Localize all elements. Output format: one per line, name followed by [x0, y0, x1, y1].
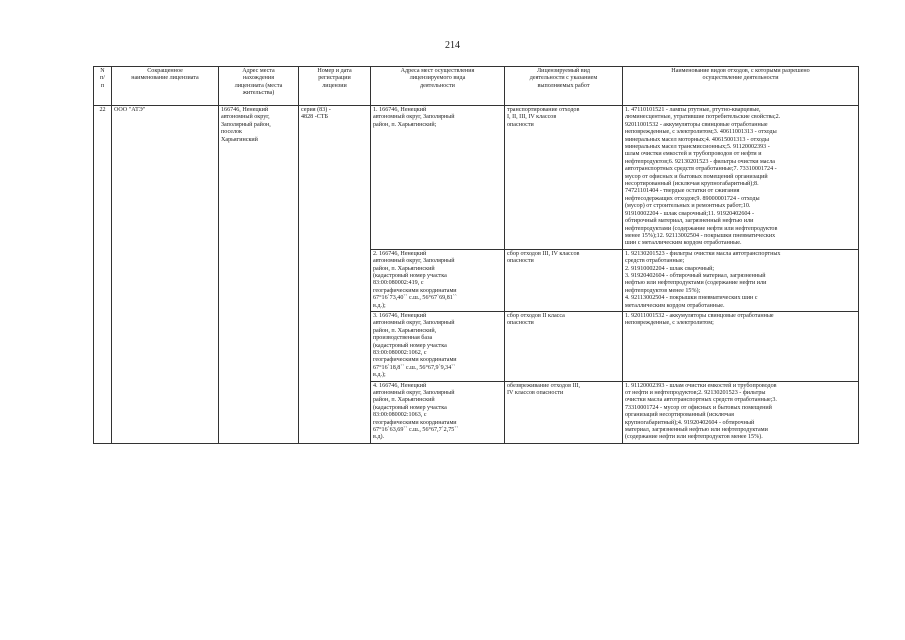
site-address: 1. 166746, Ненецкий автономный округ, Заполярный район, п. Харьягинский;	[371, 106, 505, 250]
licensee-number: 22	[94, 106, 112, 444]
page-number: 214	[445, 40, 460, 51]
license-table	[93, 66, 859, 444]
header-activity-type: Лицензируемый вид деятельности с указанием выполняемых работ	[505, 67, 623, 106]
activity-type: сбор отходов III, IV классов опасности	[505, 249, 623, 311]
waste-types: 1. 92011001532 - аккумуляторы свинцовые отработанные неповрежденные, с электролитом;	[623, 311, 859, 381]
site-address: 2. 166746, Ненецкий автономный округ, Заполярный район, п. Харьягинский (кадастровый номер участка 83:00:080002:419, с географическими координатами 67°16`73,40`` с.ш., 56°67`69,81`` в.д.);	[371, 249, 505, 311]
activity-type: сбор отходов II класса опасности	[505, 311, 623, 381]
header-registration: Номер и дата регистрации лицензии	[299, 67, 371, 106]
site-address: 3. 166746, Ненецкий автономный округ, Заполярный район, п. Харьягинский, производственная база (кадастровый номер участка 83:00:080002:1062, с географическими координатами 67°16`18,8`` с.ш., 56°67,9`9,34`` в.д.);	[371, 311, 505, 381]
table-row	[94, 106, 859, 250]
licensee-name: ООО "АТЭ"	[112, 106, 219, 444]
header-number: N п/ п	[94, 67, 112, 106]
waste-types: 1. 92130201523 - фильтры очистки масла автотранспортных средств отработанные; 2. 91910002204 - шлак сварочный; 3. 91920402604 - обтирочный материал, загрязненный нефтью или нефтепродуктами (содержание нефти или нефтепродуктов менее 15%); 4. 92113002504 - покрышки пневматических шин с металлическим кордом отработанные.	[623, 249, 859, 311]
licensee-address: 166746, Ненецкий автономный округ, Заполярный район, поселок Харьягинский	[219, 106, 299, 444]
header-licensee-address: Адрес места нахождения лицензиата (места жительства)	[219, 67, 299, 106]
activity-type: обезвреживание отходов III, IV классов опасности	[505, 381, 623, 443]
waste-types: 1. 91120002393 - шлам очистки емкостей и трубопроводов от нефти и нефтепродуктов;2. 92130201523 - фильтры очистки масла автотранспортных средств отработанные;3. 73310001724 - мусор от офисных и бытовых помещений организаций несортированный (исключая крупногабаритный);4. 91920402604 - обтирочный материал, загрязненный нефтью или нефтепродуктами (содержание нефти или нефтепродуктов менее 15%).	[623, 381, 859, 443]
license-registration: серия (83) - 4828 -СТБ	[299, 106, 371, 444]
header-activity-sites: Адреса мест осуществления лицензируемого вида деятельности	[371, 67, 505, 106]
header-waste-types: Наименование видов отходов, с которыми разрешено осуществление деятельности	[623, 67, 859, 106]
table-header-row	[94, 67, 859, 106]
header-licensee-name: Сокращенное наименование лицензиата	[112, 67, 219, 106]
site-address: 4. 166746, Ненецкий автономный округ, Заполярный район, п. Харьягинский (кадастровый номер участка 83:00:080002:1063, с географическими координатами 67°16`63,69`` с.ш., 56°67,7`2,75`` в.д).	[371, 381, 505, 443]
activity-type: транспортирование отходов I, II, III, IV классов опасности	[505, 106, 623, 250]
waste-types: 1. 47110101521 - лампы ртутные, ртутно-кварцевые, люминесцентные, утратившие потребительские свойства;2. 92011001532 - аккумуляторы свинцовые отработанные неповрежденные, с электролитом;3. 40611001313 - отходы минеральных масел моторных;4. 40615001313 - отходы минеральных масел трансмиссионных;5. 91120002393 - шлам очистки емкостей и трубопроводов от нефти и нефтепродуктов;6. 92130201523 - фильтры очистки масла автотранспортных средств отработанные;7. 73310001724 - мусор от офисных и бытовых помещений организаций несортированный (исключая крупногабаритный);8. 74721101404 - твердые остатки от сжигания нефтесодержащих отходов;9. 89000001724 - отходы (мусор) от строительных и ремонтных работ;10. 91910002204 - шлак сварочный;11. 91920402604 - обтирочный материал, загрязненный нефтью или нефтепродуктами (содержание нефти или нефтепродуктов менее 15%);12. 92113002504 - покрышки пневматических шин с металлическим кордом отработанные.	[623, 106, 859, 250]
